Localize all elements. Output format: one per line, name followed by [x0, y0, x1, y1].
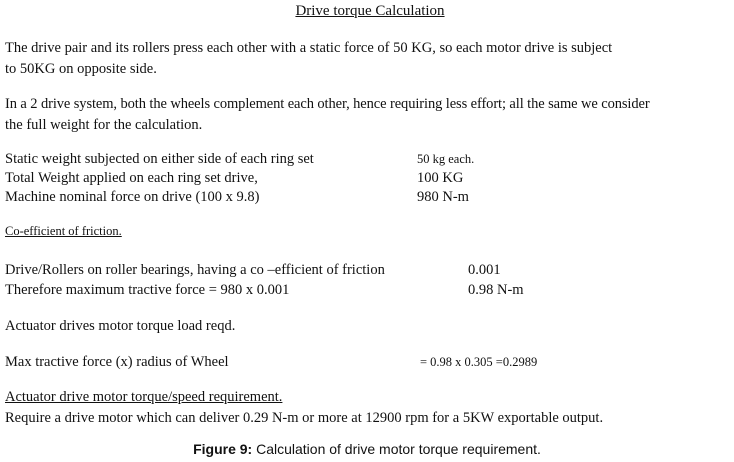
requirement-heading: Actuator drive motor torque/speed requirement. — [5, 389, 283, 405]
actuator-line: Actuator drives motor torque load reqd. — [5, 318, 236, 334]
weight-value-static: 50 kg each. — [417, 152, 475, 166]
weight-value-nominal: 980 N-m — [417, 189, 469, 205]
friction-label-tractive: Therefore maximum tractive force = 980 x 0.001 — [5, 282, 290, 298]
friction-label-coefficient: Drive/Rollers on roller bearings, having a co –efficient of friction — [5, 262, 385, 278]
friction-value-coefficient: 0.001 — [468, 262, 501, 278]
friction-value-tractive: 0.98 N-m — [468, 282, 524, 298]
intro-line-1: The drive pair and its rollers press each other with a static force of 50 KG, so each motor drive is subject — [5, 40, 613, 56]
page-title: Drive torque Calculation — [295, 3, 445, 19]
weight-value-total: 100 KG — [417, 170, 464, 186]
weight-label-total: Total Weight applied on each ring set drive, — [5, 170, 258, 186]
weight-label-nominal: Machine nominal force on drive (100 x 9.8) — [5, 189, 260, 205]
figure-caption-text: Calculation of drive motor torque requirement. — [256, 441, 541, 457]
drive-system-line-1: In a 2 drive system, both the wheels complement each other, hence requiring less effort; all the same we consider — [5, 96, 650, 112]
friction-heading: Co-efficient of friction. — [5, 224, 122, 238]
figure-caption — [0, 441, 734, 457]
requirement-text: Require a drive motor which can deliver 0.29 N-m or more at 12900 rpm for a 5KW exportable output. — [5, 410, 604, 426]
drive-system-line-2: the full weight for the calculation. — [5, 117, 203, 133]
weight-label-static: Static weight subjected on either side of each ring set — [5, 151, 314, 167]
intro-line-2: to 50KG on opposite side. — [5, 61, 157, 77]
max-tractive-value: = 0.98 x 0.305 =0.2989 — [420, 355, 538, 369]
figure-caption-label: Figure 9: — [193, 441, 253, 457]
max-tractive-label: Max tractive force (x) radius of Wheel — [5, 354, 229, 370]
